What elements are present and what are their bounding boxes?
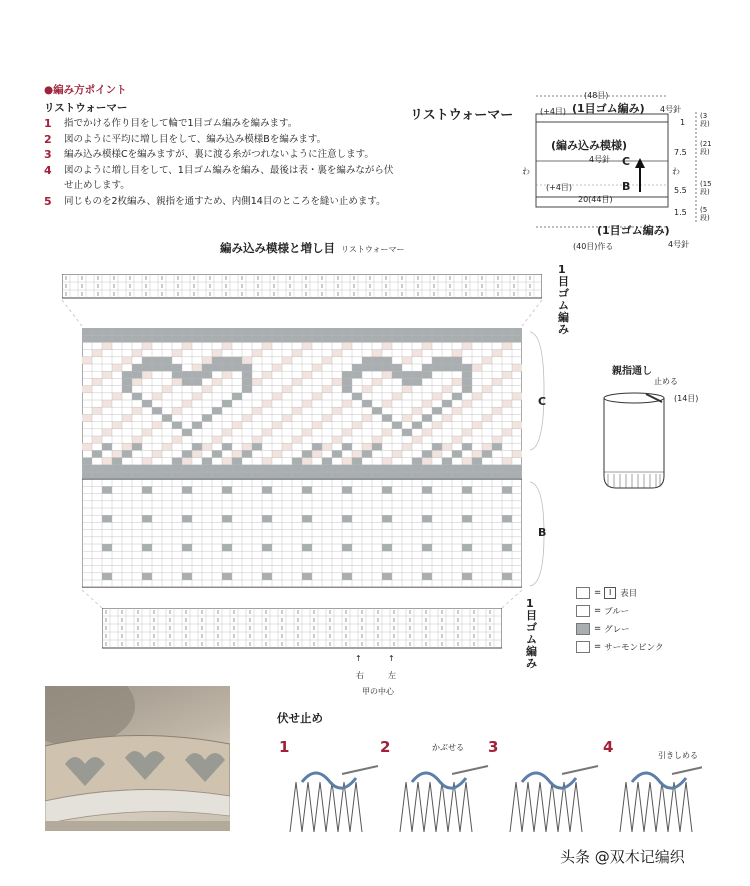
rib-bottom-label: (1目ゴム編み) xyxy=(597,224,670,237)
rib-label-bottom: 1目ゴム編み xyxy=(526,597,537,670)
pattern-label: (編み込み模様) xyxy=(551,139,628,152)
label-right: 右 xyxy=(356,671,364,680)
wa-right: わ xyxy=(672,167,680,176)
chart-label-c: C xyxy=(538,395,547,408)
needle-bottom: 4号針 xyxy=(668,240,690,249)
step-item: 3 編み込み模様Cを編みますが、裏に渡る糸がつれないように注意します。 xyxy=(44,148,374,161)
rows-2: (21段) xyxy=(700,140,712,156)
bindoff-step-4: 4 xyxy=(603,738,614,756)
label-center: 甲の中心 xyxy=(362,687,394,696)
bindoff-step-1: 1 xyxy=(279,738,290,756)
letter-b: B xyxy=(622,180,631,193)
rows-4: (5段) xyxy=(700,206,710,222)
product-photo xyxy=(45,686,230,831)
legend-pink: = サーモンピンク xyxy=(576,638,663,656)
step-item: 2 図のように平均に増し目をして、編み込み模様Bを編みます。 xyxy=(44,132,327,146)
step-item: 4 図のように増し目をして、1目ゴム編みを編み、最後は表・裏を編みながら伏せ止めします。 xyxy=(44,163,394,191)
plus4-mid: (+4目) xyxy=(546,183,573,192)
thumb-stop: 止める xyxy=(654,377,678,386)
arrow-right-mark: ↑ xyxy=(355,654,362,663)
rows-3: (15段) xyxy=(700,180,712,196)
plus4-top: (+4目) xyxy=(540,107,567,116)
points-title: ●編み方ポイント xyxy=(44,84,127,96)
thumb-diagram xyxy=(598,388,674,498)
bindoff-note-4: 引きしめる xyxy=(658,751,698,760)
needle-top: 4号針 xyxy=(660,105,682,114)
bindoff-title: 伏せ止め xyxy=(277,711,323,725)
rib-top-label: (1目ゴム編み) xyxy=(572,102,645,115)
bindoff-illustrations xyxy=(282,752,702,834)
legend xyxy=(576,584,663,656)
steps-list xyxy=(44,116,394,209)
bindoff-note-2: かぶせる xyxy=(432,743,464,752)
legend-blue: = ブルー xyxy=(576,602,663,620)
rows-1: (3段) xyxy=(700,112,710,128)
mid-count: 20(44目) xyxy=(578,195,613,204)
chart-label-b: B xyxy=(538,526,547,539)
schematic-title: リストウォーマー xyxy=(410,108,514,123)
legend-gray: = グレー xyxy=(576,620,663,638)
bindoff-step-2: 2 xyxy=(380,738,391,756)
dim-3: 5.5 xyxy=(674,186,687,195)
dim-1: 1 xyxy=(680,118,686,127)
step-item: 5 同じものを2枚編み、親指を通すため、内側14目のところを縫い止めます。 xyxy=(44,194,386,208)
bindoff-step-3: 3 xyxy=(488,738,499,756)
top-count: (48目) xyxy=(584,91,609,100)
legend-knit: = I 表目 xyxy=(576,584,663,602)
label-left: 左 xyxy=(388,671,396,680)
pattern-needle: 4号針 xyxy=(589,155,611,164)
thumb-count: (14目) xyxy=(674,394,699,403)
rib-top-grid xyxy=(62,274,542,300)
watermark: 头条 @双木记编织 xyxy=(560,848,685,866)
step-item: 1 指でかける作り目をして輪で1目ゴム編みを編みます。 xyxy=(44,117,298,130)
chart-guides xyxy=(60,298,560,618)
thumb-title: 親指通し xyxy=(612,366,652,377)
letter-c: C xyxy=(622,155,631,168)
dim-4: 1.5 xyxy=(674,208,687,217)
dim-2: 7.5 xyxy=(674,148,687,157)
rib-label-top: 1目ゴム編み xyxy=(558,263,569,336)
chart-title: 編み込み模様と増し目 リストウォーマー xyxy=(220,241,405,255)
arrow-left-mark: ↑ xyxy=(388,654,395,663)
points-subtitle: リストウォーマー xyxy=(44,102,128,114)
wa-left: わ xyxy=(522,167,530,176)
bottom-count: (40目)作る xyxy=(573,242,614,251)
